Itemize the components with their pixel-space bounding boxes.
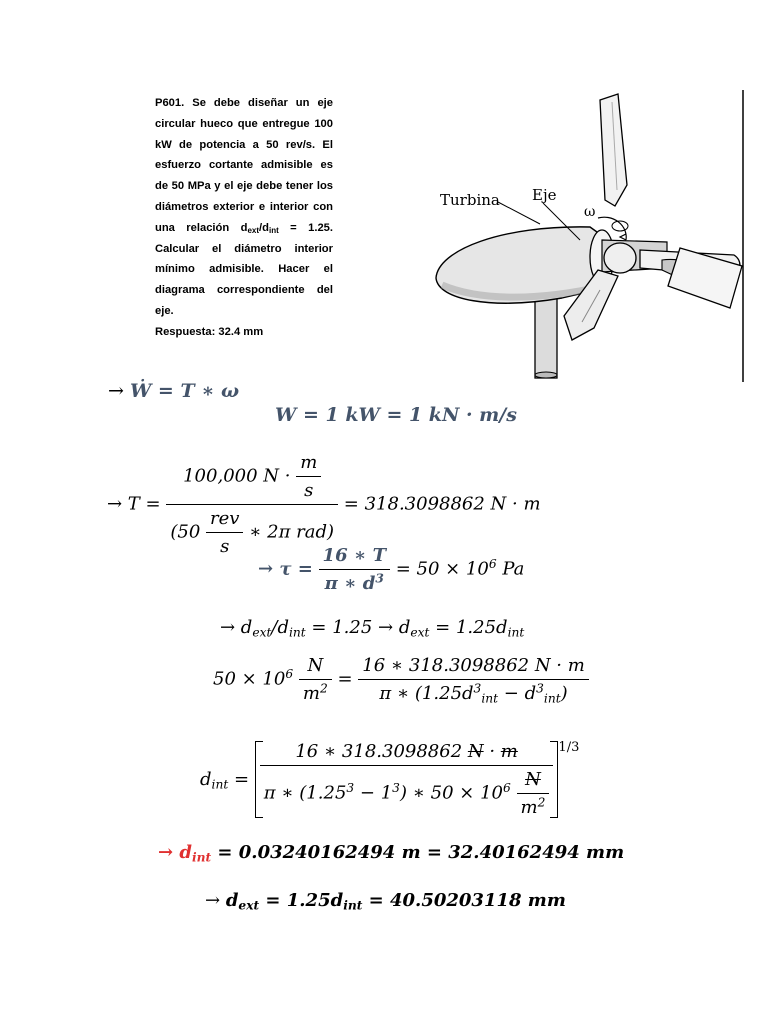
eq-torque: → T = 100,000 N · $\frac{m}{s}$ (50 $\frac{\text{rev}}{s}$ ∗ 2π rad) = 318.3098862 N · m bbox=[107, 452, 541, 557]
label-turbina: Turbina bbox=[440, 191, 500, 209]
eq-shear-stress: → τ = $\frac{16 ∗ T}{\pi ∗ d^3}$ = $50 \times 10^6$ Pa bbox=[258, 545, 525, 594]
eq-power-value: W = 1 kW = 1 kN · m/s bbox=[275, 404, 517, 426]
label-omega: ω bbox=[584, 204, 596, 220]
problem-statement: P601. Se debe diseñar un eje circular hueco que entregue 100 kW de potencia a 50 rev/s. El esfuerzo cortante admisible es de 50 MPa y el eje debe tener los diámetros exterior e interior con una relación $d_{ext}/d_{int} = 1.25$. Calcular el diámetro interior mínimo admisible. Hacer el diagrama correspondiente del eje. Respuesta: 32.4 mm bbox=[155, 93, 333, 343]
eq-substituted: $50 \times 10^6$ $\frac{N}{m^2}$ = $\frac{16 ∗ 318.3098862 N \cdot m}{\pi ∗ (1.25d^3_{int} - d^3_{int})}$ bbox=[213, 655, 589, 704]
eq-result-dext: → $d_{ext} = 1.25d_{int} = 40.50203118$ mm bbox=[205, 890, 566, 913]
problem-text: P601. Se debe diseñar un eje circular hueco que entregue 100 kW de potencia a 50 rev/s. El esfuerzo cortante admisible es de 50 MPa y el eje debe tener los diámetros exterior e interior con una relación d bbox=[155, 97, 333, 234]
eq-power: → Ẇ = T ∗ ω bbox=[108, 380, 240, 402]
eq-diameter-ratio: → $d_{ext}/d_{int} = 1.25 \to d_{ext} = 1.25d_{int}$ bbox=[220, 617, 525, 640]
problem-answer: Respuesta: 32.4 mm bbox=[155, 325, 264, 338]
eq-solve-dint: $d_{int}$ = 16 ∗ 318.3098862 N · m π ∗ $(1.25^3 - 1^3)$ ∗ $50 \times 10^6$ $\frac{N}{m^2}$ $^{1/3}$ bbox=[200, 740, 580, 819]
turbine-shaft-figure bbox=[412, 90, 744, 382]
eq-result-dint: → $d_{int} = 0.03240162494$ m = 32.40162494 mm bbox=[158, 842, 625, 865]
label-eje: Eje bbox=[532, 186, 557, 204]
bracket-group: 16 ∗ 318.3098862 N · m π ∗ $(1.25^3 - 1^3)$ ∗ $50 \times 10^6$ $\frac{N}{m^2}$ bbox=[255, 741, 559, 818]
